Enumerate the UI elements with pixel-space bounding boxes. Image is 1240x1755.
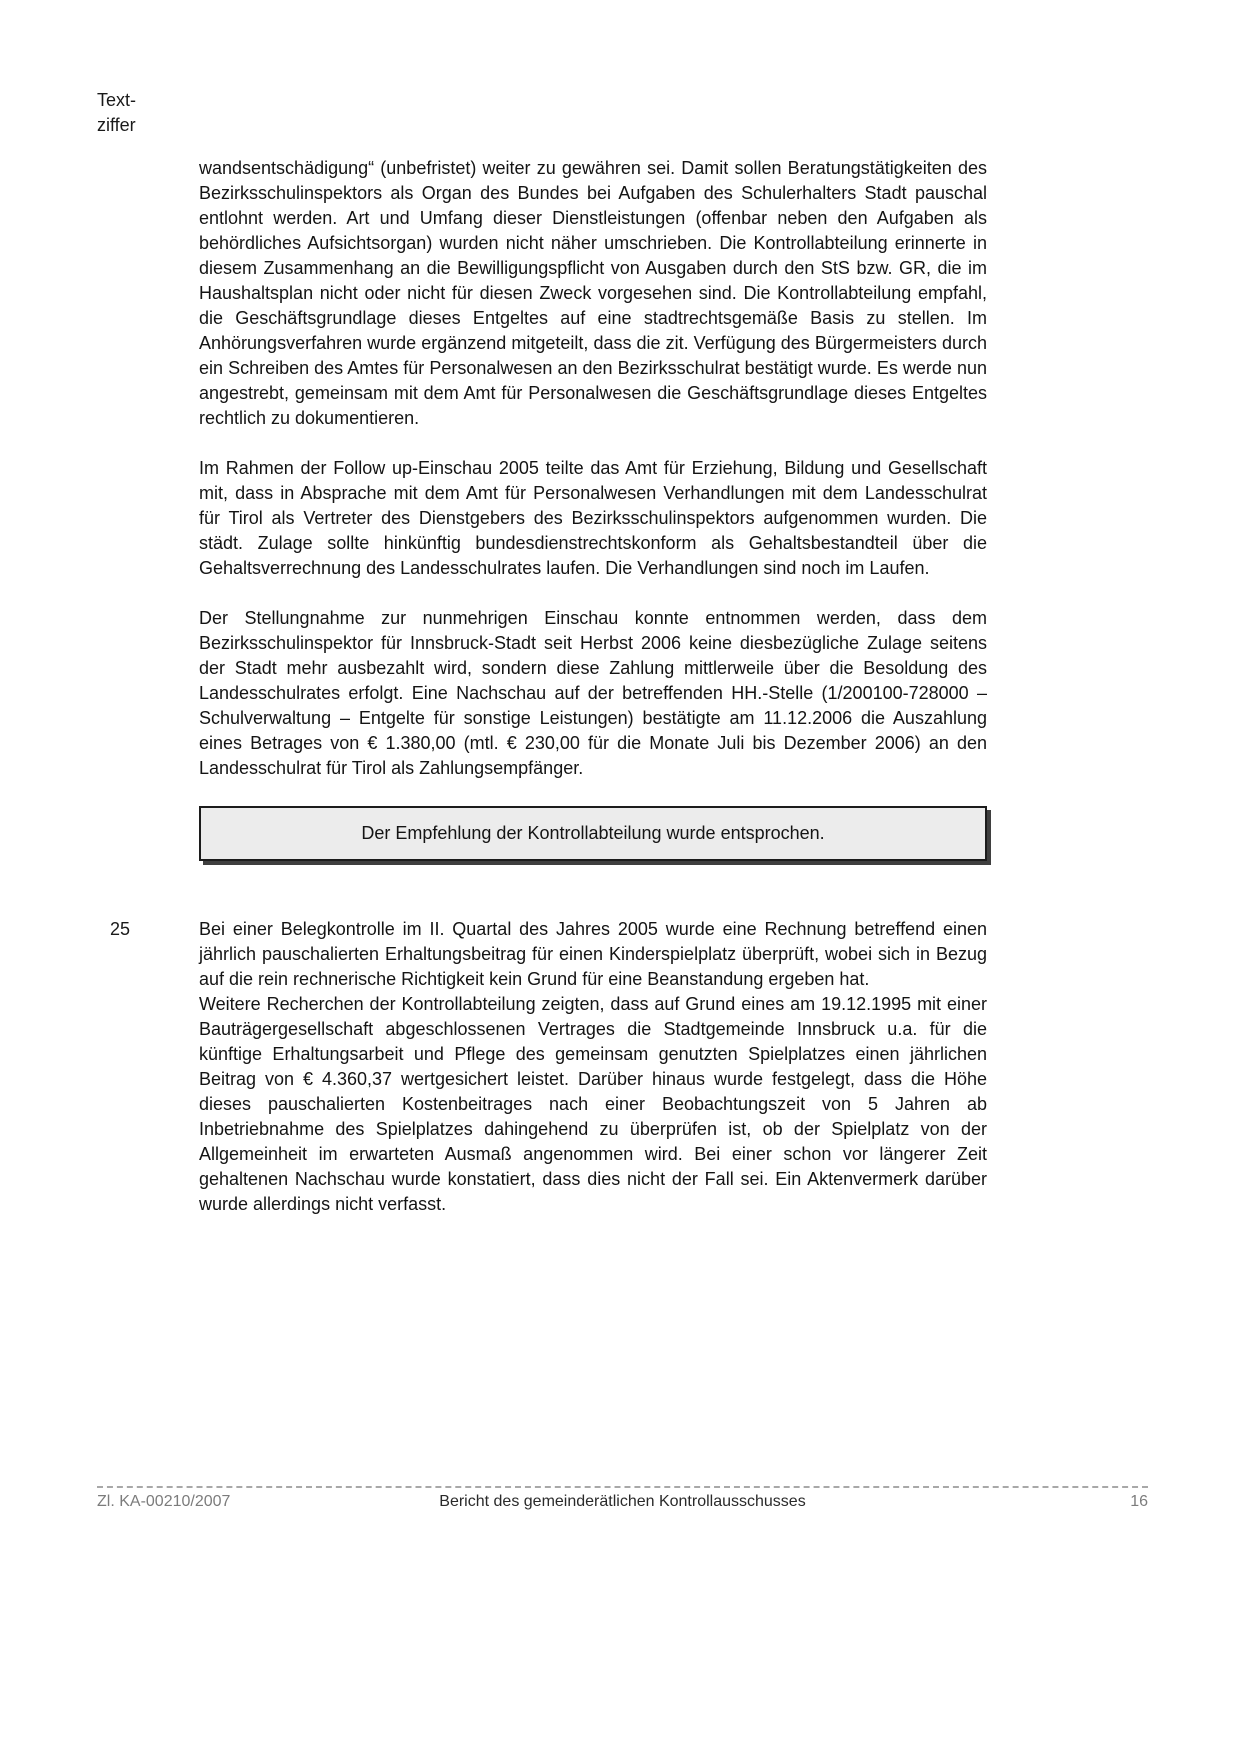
footer-title: Bericht des gemeinderätlichen Kontrollausschusses (439, 1493, 806, 1510)
paragraph-3: Der Stellungnahme zur nunmehrigen Einschau konnte entnommen werden, dass dem Bezirksschulinspektor für Innsbruck-Stadt seit Herbst 2006 keine diesbezügliche Zulage seitens der Stadt mehr ausbezahlt wird, sondern diese Zahlung mittlerweile über die Besoldung des Landesschulrates erfolgt. Eine Nachschau auf der betreffenden HH.-Stelle (1/200100-728000 – Schulverwaltung – Entgelte für sonstige Leistungen) bestätigte am 11.12.2006 die Auszahlung eines Betrages von € 1.380,00 (mtl. € 230,00 für die Monate Juli bis Dezember 2006) an den Landesschulrat für Tirol als Zahlungsempfänger. (199, 608, 987, 778)
paragraph-1: wandsentschädigung“ (unbefristet) weiter zu gewähren sei. Damit sollen Beratungstätigkeiten des Bezirksschulinspektors als Organ des Bundes bei Aufgaben des Schulerhalters Stadt pauschal entlohnt werden. Art und Umfang dieser Dienstleistungen (offenbar neben den Aufgaben als behördliches Aufsichtsorgan) wurden nicht näher umschrieben. Die Kontrollabteilung erinnerte in diesem Zusammenhang an die Bewilligungspflicht von Ausgaben durch den StS bzw. GR, die im Haushaltsplan nicht oder nicht für diesen Zweck vorgesehen sind. Die Kontrollabteilung empfahl, die Geschäftsgrundlage dieses Entgeltes auf eine stadtrechtsgemäße Basis zu stellen. Im Anhörungsverfahren wurde ergänzend mitgeteilt, dass die zit. Verfügung des Bürgermeisters durch ein Schreiben des Amtes für Personalwesen an den Bezirksschulrat bestätigt wurde. Es werde nun angestrebt, gemeinsam mit dem Amt für Personalwesen die Geschäftsgrundlage dieses Entgeltes rechtlich zu dokumentieren. (199, 158, 987, 428)
footer-reference: Zl. KA-00210/2007 (97, 1493, 231, 1510)
paragraph-2: Im Rahmen der Follow up-Einschau 2005 teilte das Amt für Erziehung, Bildung und Gesellschaft mit, dass in Absprache mit dem Amt für Personalwesen Verhandlungen mit dem Landesschulrat für Tirol als Vertreter des Dienstgebers des Bezirksschulinspektors aufgenommen wurden. Die städt. Zulage sollte hinkünftig bundesdienstrechtskonform als Gehaltsbestandteil über die Gehaltsverrechnung des Landesschulrates laufen. Die Verhandlungen sind noch im Laufen. (199, 458, 987, 578)
margin-label-line-1: Text- (97, 90, 137, 110)
margin-label-textziffer (97, 88, 136, 138)
margin-label-line-2: ziffer (97, 115, 136, 135)
footer-page-number: 16 (1130, 1493, 1148, 1510)
item-25-paragraph-1: Bei einer Belegkontrolle im II. Quartal des Jahres 2005 wurde eine Rechnung betreffend einen jährlich pauschalierten Erhaltungsbeitrag für einen Kinderspielplatz überprüft, wobei sich in Bezug auf die rein rechnerische Richtigkeit kein Grund für eine Beanstandung ergeben hat. (199, 919, 987, 989)
page-footer (97, 1486, 1148, 1511)
item-25 (110, 917, 987, 1217)
recommendation-box (199, 806, 987, 861)
footer-row (97, 1493, 1148, 1511)
recommendation-text: Der Empfehlung der Kontrollabteilung wurde entsprochen. (361, 823, 825, 843)
item-25-number: 25 (110, 919, 131, 939)
item-25-paragraph-2: Weitere Recherchen der Kontrollabteilung zeigten, dass auf Grund eines am 19.12.1995 mit einer Bauträgergesellschaft abgeschlossenen Vertrages die Stadtgemeinde Innsbruck u.a. für die künftige Erhaltungsarbeit und Pflege des gemeinsam genutzten Spielplatzes einen jährlichen Beitrag von € 4.360,37 wertgesichert leistet. Darüber hinaus wurde festgelegt, dass die Höhe dieses pauschalierten Kostenbeitrages nach einer Beobachtungszeit von 5 Jahren ab Inbetriebnahme des Spielplatzes dahingehend zu überprüfen ist, ob der Spielplatz von der Allgemeinheit im erwarteten Ausmaß angenommen wird. Bei einer schon vor längerer Zeit gehaltenen Nachschau wurde konstatiert, dass dies nicht der Fall sei. Ein Aktenvermerk darüber wurde allerdings nicht verfasst. (199, 994, 987, 1214)
footer-divider (97, 1486, 1148, 1488)
document-body (110, 156, 987, 1217)
item-25-text (199, 917, 987, 1217)
